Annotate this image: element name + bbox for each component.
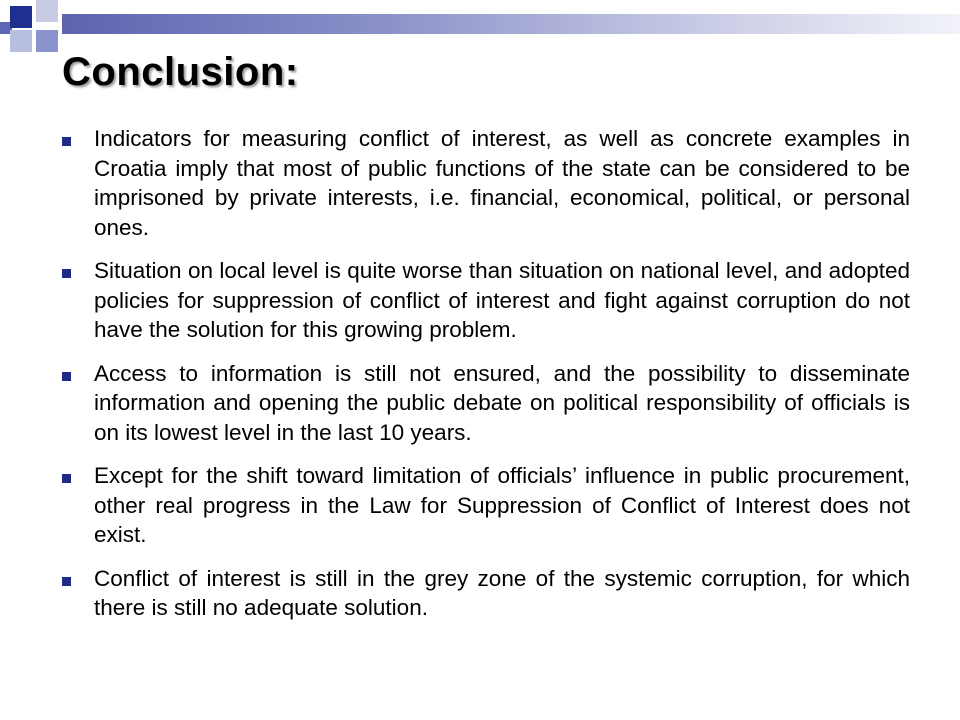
- bullet-text: Conflict of interest is still in the grey zone of the systemic corruption, for which there is still no adequate solution.: [94, 565, 910, 620]
- square-bullet-icon: [62, 137, 71, 146]
- bullet-item: [60, 461, 910, 550]
- decorative-square: [10, 6, 32, 28]
- header-gradient-bar: [62, 14, 960, 34]
- square-bullet-icon: [62, 372, 71, 381]
- bullet-text: Access to information is still not ensured, and the possibility to disseminate information and opening the public debate on political responsibility of officials is on its lowest level in the last 10 years.: [94, 360, 910, 445]
- bullet-list: [60, 124, 910, 637]
- slide-title: Conclusion:: [62, 50, 299, 94]
- bullet-item: [60, 124, 910, 242]
- decorative-square: [10, 30, 32, 52]
- bullet-text: Indicators for measuring conflict of interest, as well as concrete examples in Croatia imply that most of public functions of the state can be considered to be imprisoned by private interests, i.e. financial, economical, political, or personal ones.: [94, 126, 910, 240]
- bullet-item: [60, 564, 910, 623]
- bullet-item: [60, 359, 910, 448]
- bullet-text: Situation on local level is quite worse than situation on national level, and adopted policies for suppression of conflict of interest and fight against corruption do not have the solution for this growing problem.: [94, 258, 910, 342]
- square-bullet-icon: [62, 269, 71, 278]
- square-bullet-icon: [62, 577, 71, 586]
- bullet-text: Except for the shift toward limitation of officials’ influence in public procurement, other real progress in the Law for Suppression of Conflict of Interest does not exist.: [94, 463, 910, 547]
- decorative-square: [36, 0, 58, 22]
- square-bullet-icon: [62, 474, 71, 483]
- decorative-square: [36, 30, 58, 52]
- bullet-item: [60, 256, 910, 345]
